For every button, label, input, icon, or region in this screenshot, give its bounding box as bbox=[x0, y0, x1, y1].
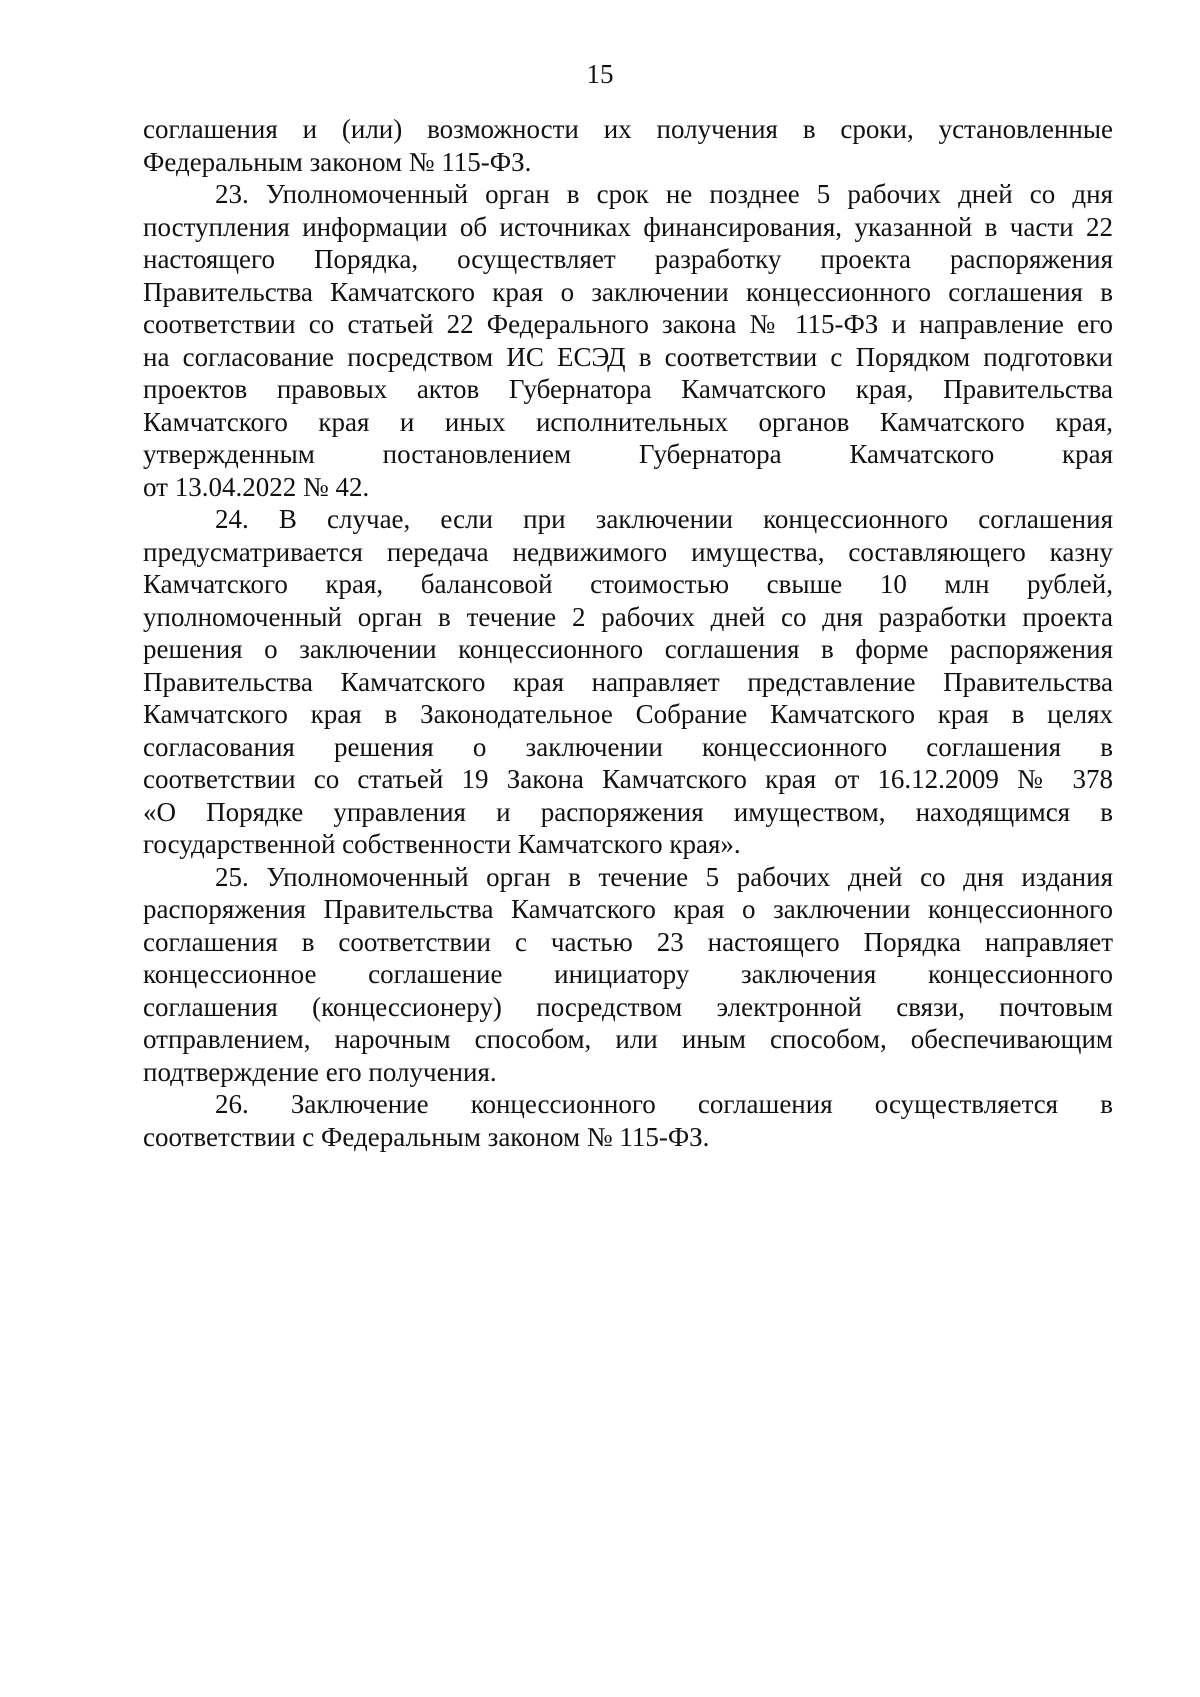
text-line: Камчатского края, балансовой стоимостью свыше 10 млн рублей, bbox=[143, 569, 1113, 599]
text-line: на согласование посредством ИС ЕСЭД в соответствии с Порядком подготовки bbox=[143, 341, 1113, 372]
text-line: решения о заключении концессионного соглашения в форме распоряжения bbox=[143, 634, 1113, 664]
paragraph-item-24 bbox=[143, 503, 1113, 861]
text-line: государственной собственности Камчатского края». bbox=[143, 829, 741, 859]
paragraph-item-23 bbox=[143, 178, 1113, 503]
text-line: 25. Уполномоченный орган в течение 5 рабочих дней со дня издания bbox=[215, 861, 1113, 892]
text-line: соответствии со статьей 19 Закона Камчатского края от 16.12.2009 № 378 bbox=[143, 764, 1113, 794]
document-body bbox=[143, 113, 1113, 1153]
text-line: утвержденным постановлением Губернатора Камчатского края bbox=[143, 439, 1113, 469]
text-line: соответствии со статьей 22 Федерального закона № 115-ФЗ и направление его bbox=[143, 309, 1113, 339]
text-line: Камчатского края в Законодательное Собрание Камчатского края в целях bbox=[143, 699, 1113, 729]
paragraph-item-26 bbox=[143, 1088, 1113, 1153]
text-line: Правительства Камчатского края направляет представление Правительства bbox=[143, 666, 1113, 697]
text-line: подтверждение его получения. bbox=[143, 1056, 497, 1087]
text-line: от 13.04.2022 № 42. bbox=[143, 471, 370, 502]
text-line: 24. В случае, если при заключении концессионного соглашения bbox=[215, 504, 1113, 534]
text-line: 26. Заключение концессионного соглашения осуществляется в bbox=[215, 1089, 1113, 1119]
text-line: распоряжения Правительства Камчатского края о заключении концессионного bbox=[143, 894, 1113, 924]
paragraph-continuation bbox=[143, 113, 1113, 178]
text-line: предусматривается передача недвижимого имущества, составляющего казну bbox=[143, 536, 1113, 567]
text-line: соглашения в соответствии с частью 23 настоящего Порядка направляет bbox=[143, 926, 1113, 957]
text-line: соответствии с Федеральным законом № 115-ФЗ. bbox=[143, 1121, 710, 1152]
text-line: уполномоченный орган в течение 2 рабочих дней со дня разработки проекта bbox=[143, 601, 1113, 632]
text-line: Правительства Камчатского края о заключении концессионного соглашения в bbox=[143, 276, 1113, 307]
text-line: Федеральным законом № 115-ФЗ. bbox=[143, 146, 532, 177]
text-line: настоящего Порядка, осуществляет разработку проекта распоряжения bbox=[143, 244, 1113, 274]
text-line: концессионное соглашение инициатору заключения концессионного bbox=[143, 959, 1113, 989]
text-line: отправлением, нарочным способом, или иным способом, обеспечивающим bbox=[143, 1024, 1113, 1054]
text-line: соглашения (концессионеру) посредством электронной связи, почтовым bbox=[143, 991, 1113, 1022]
text-line: «О Порядке управления и распоряжения имуществом, находящимся в bbox=[143, 796, 1113, 827]
paragraph-item-25 bbox=[143, 861, 1113, 1089]
text-line: Камчатского края и иных исполнительных органов Камчатского края, bbox=[143, 406, 1113, 437]
text-line: соглашения и (или) возможности их получения в сроки, установленные bbox=[143, 114, 1113, 144]
page-number: 15 bbox=[586, 59, 614, 89]
text-line: поступления информации об источниках финансирования, указанной в части 22 bbox=[143, 211, 1113, 242]
text-line: согласования решения о заключении концессионного соглашения в bbox=[143, 731, 1113, 762]
text-line: 23. Уполномоченный орган в срок не позднее 5 рабочих дней со дня bbox=[215, 179, 1113, 209]
text-line: проектов правовых актов Губернатора Камчатского края, Правительства bbox=[143, 374, 1113, 404]
